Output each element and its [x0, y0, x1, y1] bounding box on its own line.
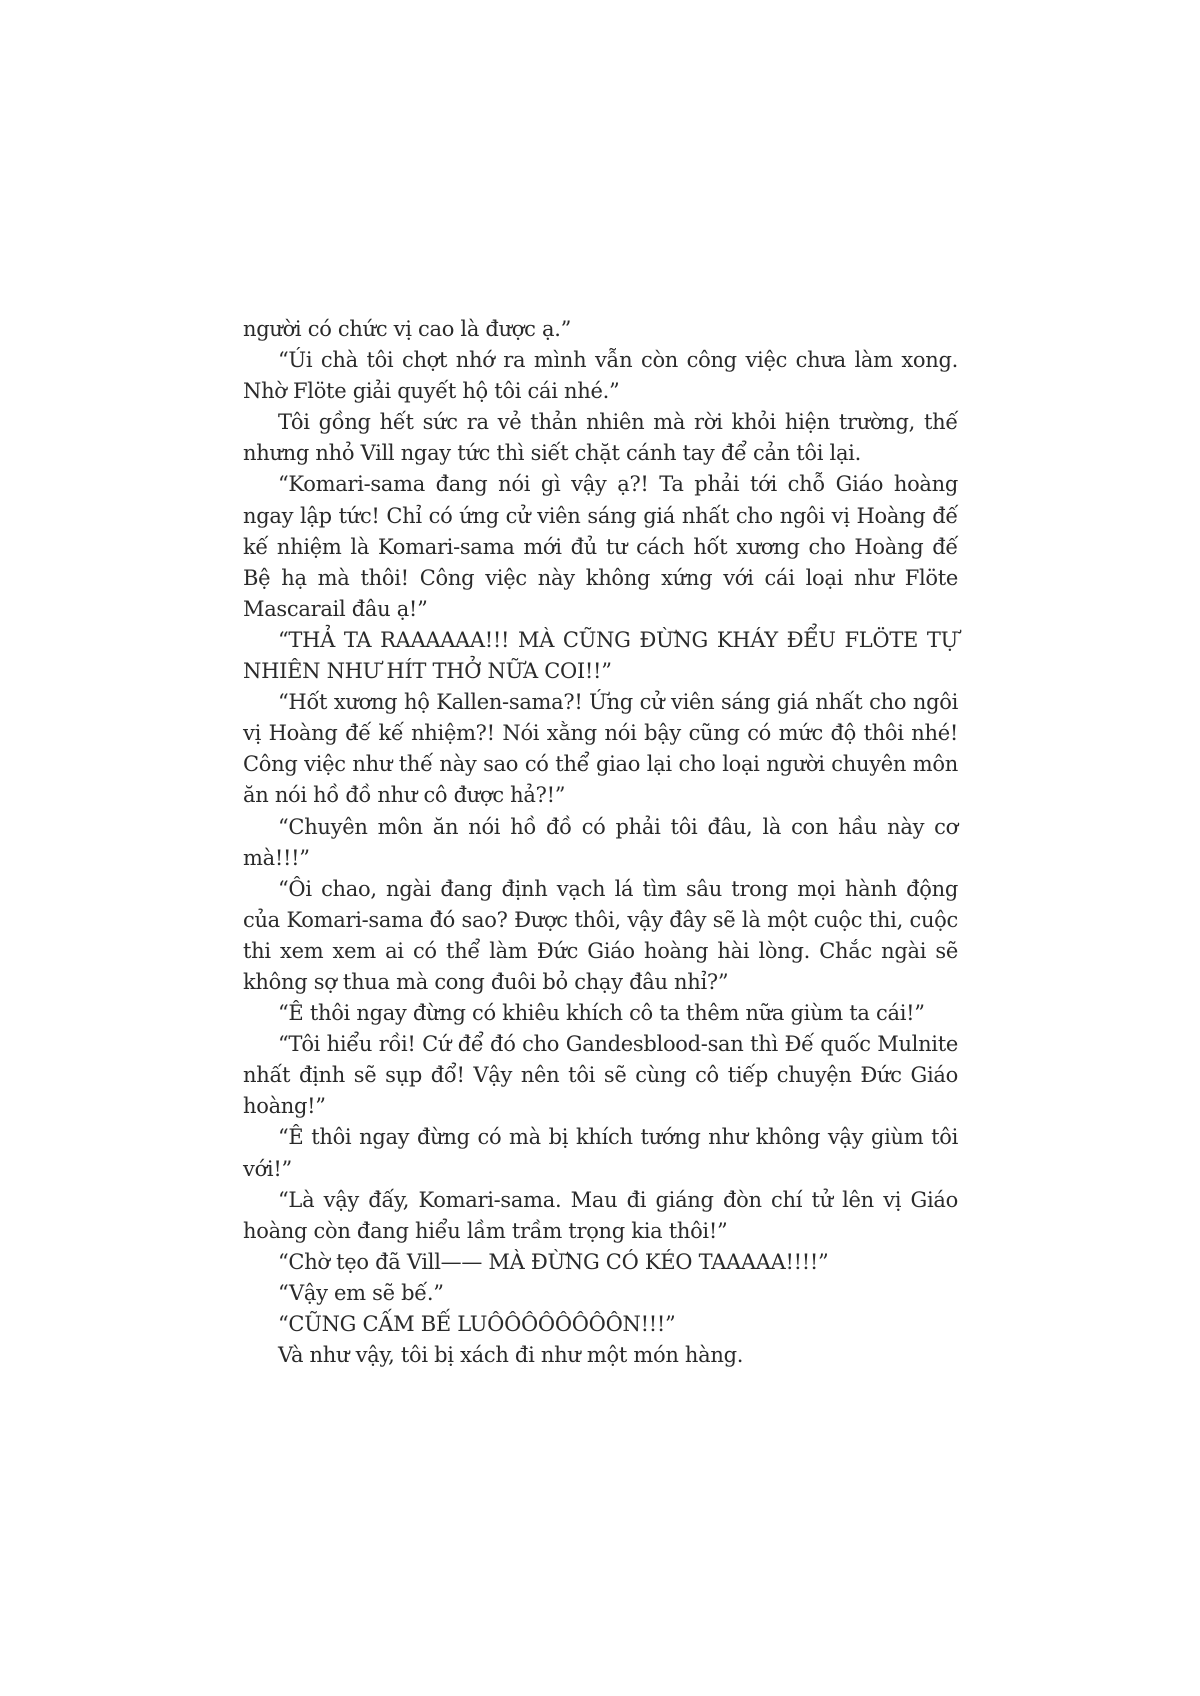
paragraph-15: “CŨNG CẤM BẾ LUÔÔÔÔÔÔÔÔN!!!” [278, 1312, 676, 1336]
paragraph-9: “Ê thôi ngay đừng có khiêu khích cô ta thêm nữa giùm ta cái!” [278, 1001, 925, 1026]
page-text [243, 314, 958, 1371]
paragraph-4: “Komari-sama đang nói gì vậy ạ?! Ta phải tới chỗ Giáo hoàng ngay lập tức! Chỉ có ứng cử viên sáng giá nhất cho ngôi vị Hoàng đế kế nhiệm là Komari-sama mới đủ tư cách hốt xương cho Hoàng đế Bệ hạ mà thôi! Công việc này không xứng với cái loại như Flöte Mascarail đâu ạ!” [243, 472, 958, 621]
paragraph-6: “Hốt xương hộ Kallen-sama?! Ứng cử viên sáng giá nhất cho ngôi vị Hoàng đế kế nhiệm?! Nói xằng nói bậy cũng có mức độ thôi nhé! Công việc như thế này sao có thể giao lại cho loại người chuyên môn ăn nói hồ đồ như cô được hả?!” [243, 690, 958, 808]
paragraph-5: “THẢ TA RAAAAAA!!! MÀ CŨNG ĐỪNG KHÁY ĐỂU FLÖTE TỰ NHIÊN NHƯ HÍT THỞ NỮA COI!!” [243, 627, 958, 684]
paragraph-10: “Tôi hiểu rồi! Cứ để đó cho Gandesblood-san thì Đế quốc Mulnite nhất định sẽ sụp đổ! Vậy nên tôi sẽ cùng cô tiếp chuyện Đức Giáo hoàng!” [243, 1032, 958, 1119]
paragraph-7: “Chuyên môn ăn nói hồ đồ có phải tôi đâu, là con hầu này cơ mà!!!” [243, 814, 958, 870]
paragraph-11: “Ê thôi ngay đừng có mà bị khích tướng như không vậy giùm tôi với!” [243, 1125, 958, 1181]
paragraph-13: “Chờ tẹo đã Vill—— MÀ ĐỪNG CÓ KÉO TAAAAA!!!!” [278, 1249, 829, 1274]
paragraph-3: Tôi gồng hết sức ra vẻ thản nhiên mà rời khỏi hiện trường, thế nhưng nhỏ Vill ngay tức thì siết chặt cánh tay để cản tôi lại. [243, 410, 958, 466]
paragraph-12: “Là vậy đấy, Komari-sama. Mau đi giáng đòn chí tử lên vị Giáo hoàng còn đang hiểu lầm trầm trọng kia thôi!” [243, 1187, 958, 1243]
paragraph-8: “Ôi chao, ngài đang định vạch lá tìm sâu trong mọi hành động của Komari-sama đó sao? Được thôi, vậy đây sẽ là một cuộc thi, cuộc thi xem xem ai có thể làm Đức Giáo hoàng hài lòng. Chắc ngài sẽ không sợ thua mà cong đuôi bỏ chạy đâu nhỉ?” [243, 876, 958, 994]
paragraph-16: Và như vậy, tôi bị xách đi như một món hàng. [278, 1343, 744, 1368]
paragraph-2: “Úi chà tôi chợt nhớ ra mình vẫn còn công việc chưa làm xong. Nhờ Flöte giải quyết hộ tôi cái nhé.” [243, 348, 958, 404]
paragraph-14: “Vậy em sẽ bế.” [278, 1280, 444, 1305]
paragraph-1: người có chức vị cao là được ạ.” [243, 317, 571, 341]
